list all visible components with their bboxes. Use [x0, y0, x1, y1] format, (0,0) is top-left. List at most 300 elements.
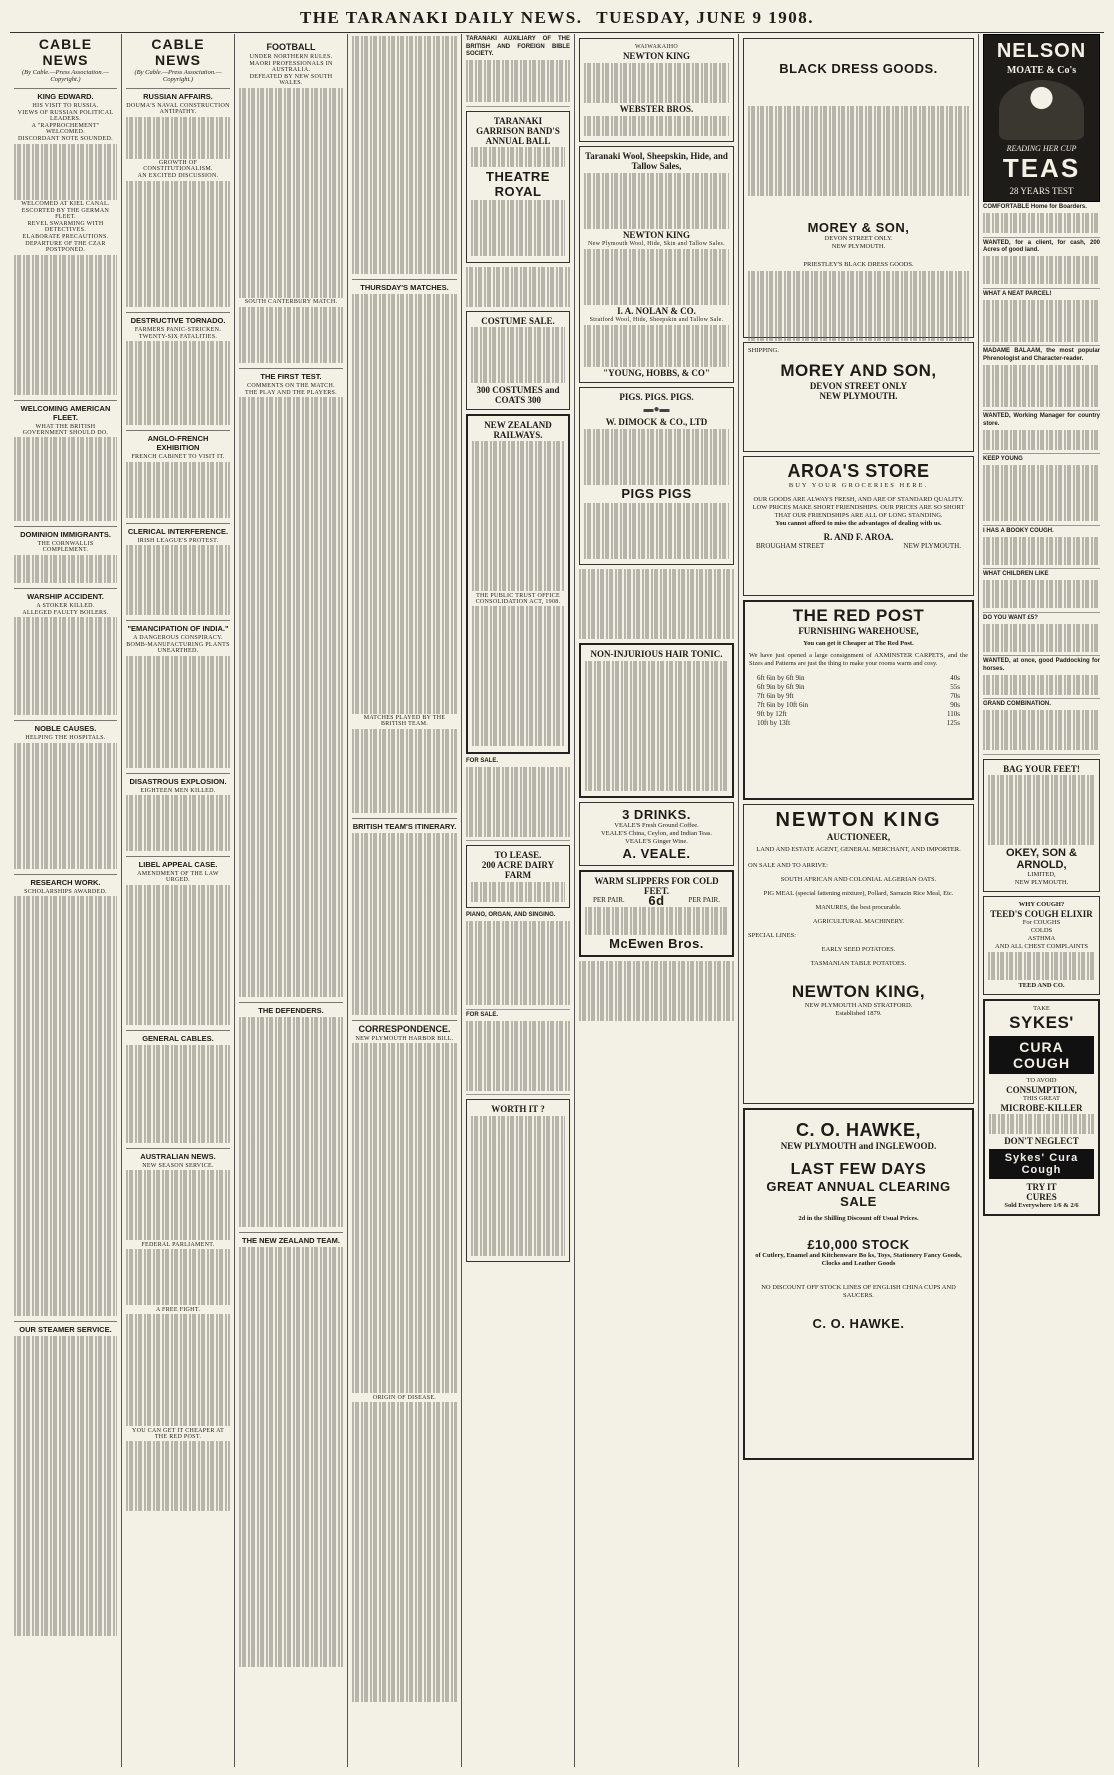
article-subheading: DEPARTURE OF THE CZAR POSTPONED. — [25, 241, 106, 253]
ad-text: Sold Everywhere 1/6 & 2/6 — [1004, 1201, 1079, 1209]
article-text — [126, 1249, 230, 1305]
railways-ad — [466, 414, 570, 754]
nk-item: TASMANIAN TABLE POTATOES. — [810, 960, 907, 967]
notice-text — [584, 429, 729, 485]
article-heading: RUSSIAN AFFAIRS. — [126, 88, 230, 101]
ad-subtitle: LIMITED, — [1027, 870, 1056, 878]
ad-title: MOREY & SON, — [807, 220, 910, 235]
lease-ad — [466, 845, 570, 908]
article-subheading: REVEL SWARMING WITH DETECTIVES. — [27, 221, 104, 233]
ad-title: CONSUMPTION, — [1006, 1084, 1077, 1095]
article-subheading: FARMERS PANIC-STRICKEN. — [134, 326, 222, 333]
ad-title: NEWTON KING — [775, 809, 942, 831]
ad-title: MOREY AND SON, — [780, 361, 937, 380]
sales-ad — [579, 38, 734, 142]
ad-title: AROA'S STORE — [787, 461, 930, 481]
column-football — [235, 34, 348, 1767]
black-dress-ad — [743, 38, 974, 338]
article-text — [126, 1170, 230, 1240]
aroa-store-ad — [743, 456, 974, 596]
notice-title: NEWTON KING — [622, 51, 691, 61]
article-heading: RESEARCH WORK. — [14, 874, 117, 887]
article-heading: LIBEL APPEAL CASE. — [126, 856, 230, 869]
worth-it-ad — [466, 1099, 570, 1262]
article-text — [126, 1314, 230, 1426]
ad-subtitle: PRIESTLEY'S BLACK DRESS GOODS. — [803, 261, 914, 268]
ad-text — [748, 106, 969, 196]
notice-text — [471, 1116, 565, 1256]
teed-item: ASTHMA — [1027, 934, 1056, 942]
article-subheading: AN EXCITED DISCUSSION. — [137, 173, 219, 179]
ad-text — [748, 271, 969, 341]
article-text — [126, 656, 230, 768]
ad-subtitle: SHIPPING. — [748, 347, 779, 354]
shipping-ad — [743, 342, 974, 452]
article-text — [239, 397, 343, 997]
carpet-price: 90s — [950, 701, 960, 709]
carpet-size: 9ft by 12ft — [757, 710, 787, 718]
ad-text — [989, 1114, 1094, 1134]
ad-title: NELSON — [996, 40, 1087, 62]
classified-title: WHAT CHILDREN LIKE — [983, 571, 1049, 577]
article-text — [126, 1441, 230, 1511]
ad-subtitle: TAKE — [1033, 1004, 1050, 1012]
ad-signature: TEED AND CO. — [1018, 981, 1065, 989]
ad-title: LAST FEW DAYS — [790, 1161, 927, 1178]
nk-item: SOUTH AFRICAN AND COLONIAL ALGERIAN OATS. — [780, 876, 937, 883]
article-heading: CORRESPONDENCE. — [352, 1020, 457, 1034]
article-subheading: YOU CAN GET IT CHEAPER AT THE RED POST. — [131, 1427, 225, 1440]
notice-title: WAIWAKAIHO — [635, 44, 678, 50]
classified-text — [983, 213, 1100, 233]
classified-ad — [983, 615, 1100, 657]
classified-title: MADAME BALAAM, the most popular Phrenologist and Character-reader. — [983, 348, 1100, 362]
article-subheading: MAORI PROFESSIONALS IN AUSTRALIA. — [249, 61, 333, 73]
article-subheading: A "RAPPROCHEMENT" WELCOMED. — [31, 123, 100, 135]
notice-text — [579, 961, 734, 1021]
masthead — [10, 6, 1104, 30]
notice-title: COSTUME SALE. — [481, 315, 555, 326]
ad-signature: OKEY, SON & ARNOLD, — [1006, 846, 1077, 871]
column-sales-ads — [575, 34, 739, 1767]
classified-ad — [983, 571, 1100, 613]
article-heading: AUSTRALIAN NEWS. — [126, 1148, 230, 1161]
article-text — [14, 743, 117, 869]
notice-text — [466, 267, 570, 307]
notice-title: WARM SLIPPERS FOR COLD FEET. — [594, 876, 719, 896]
article-subheading: SCHOLARSHIPS AWARDED. — [24, 888, 107, 895]
classified-text — [983, 580, 1100, 608]
article-heading: NOBLE CAUSES. — [14, 720, 117, 733]
carpet-price-row — [749, 692, 968, 701]
notice-text — [471, 200, 565, 256]
ad-subtitle: FURNISHING WAREHOUSE, — [798, 626, 919, 636]
article-subheading: UNDER NORTHERN RULES. — [249, 54, 333, 60]
ad-title: TEED'S COUGH ELIXIR — [990, 908, 1093, 919]
article-subheading: HELPING THE HOSPITALS. — [25, 735, 106, 741]
lease-price: 200 ACRE DAIRY FARM — [481, 860, 555, 880]
carpet-size: 7ft 6in by 9ft — [757, 692, 794, 700]
carpet-price-row — [749, 710, 968, 719]
ad-town: NEW PLYMOUTH. — [1014, 878, 1069, 886]
notice-text — [471, 147, 565, 167]
notice-title: FOR SALE. — [466, 1011, 499, 1018]
article-text — [352, 1043, 457, 1393]
article-text — [126, 795, 230, 851]
classified-ad — [983, 456, 1100, 526]
notice-text — [584, 325, 729, 367]
notice-title: TARANAKI GARRISON BAND'S ANNUAL BALL — [476, 115, 560, 146]
notice-title: I. A. NOLAN & CO. — [617, 306, 696, 316]
classified-text — [983, 624, 1100, 652]
article-text — [14, 255, 117, 395]
ad-text — [988, 952, 1095, 980]
notice-text — [471, 327, 565, 383]
article-subheading: ORIGIN OF DISEASE. — [372, 1394, 437, 1401]
article-text — [126, 885, 230, 1025]
carpet-price: 55s — [950, 683, 960, 691]
column-cable-news-2 — [122, 34, 235, 1767]
article-subheading: ESCORTED BY THE GERMAN FLEET. — [21, 208, 110, 220]
ad-caption: 28 YEARS TEST — [1009, 186, 1074, 196]
ad-subtitle: DEVON STREET ONLY. — [824, 235, 893, 242]
ad-title: TRY IT — [1026, 1181, 1057, 1192]
notice — [466, 912, 570, 1010]
notice-title: PIANO, ORGAN, AND SINGING. — [466, 912, 556, 918]
classified-ad — [983, 348, 1100, 411]
ad-subtitle: THIS GREAT — [1022, 1094, 1060, 1102]
nelson-moate-tea-ad — [983, 34, 1100, 202]
notice — [466, 36, 570, 107]
theatre-title: THEATRE ROYAL — [486, 168, 550, 199]
woman-with-cup-illustration — [999, 80, 1085, 140]
notice-title: A. VEALE. — [622, 846, 691, 861]
ad-town: NEW PLYMOUTH. — [831, 243, 886, 250]
ad-title: GREAT ANNUAL CLEARING SALE — [766, 1179, 951, 1209]
classified-title: DO YOU WANT £5? — [983, 614, 1038, 621]
article-heading: ANGLO-FRENCH EXHIBITION — [126, 430, 230, 452]
costume-price: 300 COSTUMES and COATS 300 — [476, 384, 560, 405]
article-text — [14, 437, 117, 521]
article-heading: FOOTBALL — [266, 42, 316, 52]
classified-ad — [983, 291, 1100, 347]
article-subheading: FRENCH CABINET TO VISIT IT. — [131, 454, 225, 460]
article-subheading: MATCHES PLAYED BY THE BRITISH TEAM. — [363, 715, 446, 727]
classified-title: WANTED, at once, good Paddocking for horses. — [983, 658, 1100, 672]
ad-subtitle: TO AVOID — [1026, 1076, 1057, 1084]
masthead-rule — [10, 32, 1104, 33]
article-subheading: A DANGEROUS CONSPIRACY. — [133, 635, 223, 641]
notice-title: WORTH IT ? — [491, 1104, 545, 1114]
article-text — [14, 1336, 117, 1636]
sykes-cura-cough-ad — [983, 999, 1100, 1216]
article-text — [352, 36, 457, 274]
ad-text: ON SALE AND TO ARRIVE: — [748, 862, 828, 869]
classified-text — [983, 465, 1100, 521]
classified-title: WANTED, for a client, for cash, 200 Acres of good land. — [983, 239, 1100, 253]
ad-subtitle: AUCTIONEER, — [826, 832, 891, 842]
carpet-price-row — [749, 701, 968, 710]
notice-text — [466, 1021, 570, 1091]
ad-subtitle: DEVON STREET ONLY — [809, 381, 908, 391]
notice-text — [585, 907, 728, 935]
section-title: CABLE NEWS — [151, 36, 205, 68]
teed-item: For COUGHS — [1022, 918, 1061, 926]
article-text — [14, 144, 117, 200]
notice-text — [579, 569, 734, 639]
notice-text — [466, 767, 570, 837]
notice-title: Stratford Wool, Hide, Sheepskin and Tallow Sale. — [589, 317, 724, 323]
ad-town: NEW PLYMOUTH. — [903, 542, 961, 550]
drink-item: VEALE'S China, Ceylon, and Indian Teas. — [600, 830, 713, 837]
notice-ad — [466, 111, 570, 263]
notice-text — [584, 63, 729, 103]
notice-title: "YOUNG, HOBBS, & CO" — [603, 368, 710, 378]
ad-title: THE RED POST — [792, 606, 925, 625]
article-heading: GENERAL CABLES. — [126, 1030, 230, 1043]
drink-item: VEALE'S Ginger Wine. — [625, 838, 688, 845]
classified-ad — [983, 240, 1100, 289]
article-text — [126, 545, 230, 615]
notice-title: PIGS. PIGS. PIGS. — [619, 392, 694, 402]
carpet-price: 125s — [946, 719, 960, 727]
article-text — [352, 729, 457, 813]
teed-item: AND ALL CHEST COMPLAINTS — [995, 942, 1088, 950]
classified-text — [983, 365, 1100, 407]
article-subheading: A FREE FIGHT. — [155, 1306, 201, 1313]
ad-title: NEWTON KING, — [791, 982, 926, 1001]
notice-text — [472, 606, 564, 746]
columns — [10, 34, 1104, 1767]
column-notices — [462, 34, 575, 1767]
ad-street: BROUGHAM STREET — [756, 542, 825, 550]
article-text — [126, 341, 230, 425]
ad-text — [988, 775, 1095, 845]
classified-text — [983, 710, 1100, 750]
classified-text — [983, 675, 1100, 695]
article-subheading: DISCORDANT NOTE SOUNDED. — [18, 136, 113, 142]
article-subheading: IRISH LEAGUE'S PROTEST. — [137, 537, 219, 544]
nk-item: AGRICULTURAL MACHINERY. — [812, 918, 905, 925]
notice-text — [584, 249, 729, 305]
article-text — [239, 307, 343, 363]
notice-title: NON-INJURIOUS HAIR TONIC. — [590, 649, 723, 659]
notice-title: WEBSTER BROS. — [619, 104, 694, 114]
notice-title: W. DIMOCK & CO., LTD — [605, 417, 708, 427]
article-subheading: EIGHTEEN MEN KILLED. — [140, 787, 216, 794]
ad-address — [748, 542, 969, 551]
costume-sale-ad — [466, 311, 570, 410]
ad-town: NEW PLYMOUTH. — [819, 391, 898, 401]
newton-king-ad — [743, 804, 974, 1104]
article-subheading: COMMENTS ON THE MATCH. — [247, 382, 335, 389]
nk-item: EARLY SEED POTATOES. — [821, 946, 896, 953]
article-text — [14, 555, 117, 583]
column-cable-news-1 — [10, 34, 122, 1767]
article-subheading: NEW SEASON SERVICE. — [142, 1162, 214, 1169]
carpet-size: 6ft 9in by 6ft 9in — [757, 683, 805, 691]
notice-title: NEW ZEALAND RAILWAYS. — [484, 419, 552, 440]
article-subheading: HIS VISIT TO RUSSIA. — [32, 103, 99, 109]
ad-text: LAND AND ESTATE AGENT, GENERAL MERCHANT, AND IMPORTER. — [756, 846, 961, 853]
ad-title: R. AND F. AROA. — [823, 532, 894, 542]
classified-ad — [983, 204, 1100, 238]
classified-text — [983, 537, 1100, 565]
ad-text: Established 1879. — [835, 1010, 882, 1017]
article-text — [14, 896, 117, 1316]
drink-item: VEALE'S Fresh Ground Coffee. — [614, 822, 699, 829]
ad-text: NO DISCOUNT OFF STOCK LINES OF ENGLISH CHINA CUPS AND SAUCERS. — [761, 1284, 956, 1299]
article-heading: "EMANCIPATION OF INDIA." — [126, 620, 230, 633]
slippers-ad — [579, 870, 734, 957]
teed-item: COLDS — [1030, 926, 1053, 934]
ad-subtitle: MOATE & Co's — [1006, 65, 1077, 76]
article-heading: THE FIRST TEST. — [239, 368, 343, 381]
notice-title: NEWTON KING — [622, 230, 691, 240]
article-heading: THE NEW ZEALAND TEAM. — [239, 1232, 343, 1245]
pigs-ad — [579, 387, 734, 565]
ad-text: of Cutlery, Enamel and Kitchenware Bo ks, Toys, Stationery Fancy Goods, Clocks and Leather Goods — [755, 1252, 962, 1267]
article-text — [239, 88, 343, 298]
article-heading: WELCOMING AMERICAN FLEET. — [14, 400, 117, 422]
teeds-cough-ad — [983, 896, 1100, 995]
nk-item: SPECIAL LINES: — [748, 932, 796, 939]
classified-ad — [983, 413, 1100, 454]
article-subheading: VIEWS OF RUSSIAN POLITICAL LEADERS. — [17, 110, 114, 122]
notice-title: PIGS PIGS — [621, 486, 692, 501]
ad-title: BAG YOUR FEET! — [1003, 763, 1080, 774]
carpet-size: 7ft 6in by 10ft 6in — [757, 701, 808, 709]
article-subheading: DOUMA'S NAVAL CONSTRUCTION ANTIPATHY. — [126, 103, 230, 115]
carpet-size: 6ft 6in by 6ft 9in — [757, 674, 805, 682]
article-text — [352, 294, 457, 714]
ad-town: NEW PLYMOUTH AND STRATFORD. — [804, 1002, 913, 1009]
article-subheading: ALLEGED FAULTY BOILERS. — [22, 609, 109, 616]
ad-title: SYKES' — [1009, 1012, 1074, 1032]
notice-title: THE PUBLIC TRUST OFFICE CONSOLIDATION ACT, 1908. — [475, 592, 561, 605]
notice-text — [585, 661, 728, 791]
notice-text — [584, 116, 729, 136]
notice-title: New Plymouth Wool, Hide, Skin and Tallow Sales. — [588, 241, 725, 247]
article-heading: OUR STEAMER SERVICE. — [14, 1321, 117, 1334]
notice-text — [466, 921, 570, 1005]
classified-ad — [983, 701, 1100, 755]
ad-subtitle: WHY COUGH? — [1018, 900, 1065, 908]
notice-text — [584, 173, 729, 229]
article-subheading: ELABORATE PRECAUTIONS. — [22, 234, 109, 240]
notice-text — [472, 441, 564, 591]
article-subheading: TWENTY-SIX FATALITIES. — [138, 333, 218, 340]
article-text — [239, 1247, 343, 1667]
notice-title: Taranaki Wool, Sheepskin, Hide, and Tallow Sales, — [585, 151, 728, 171]
article-subheading: SOUTH CANTERBURY MATCH. — [244, 299, 338, 305]
article-heading: CLERICAL INTERFERENCE. — [126, 523, 230, 536]
article-subheading: THE PLAY AND THE PLAYERS. — [245, 389, 337, 396]
article-subheading: WELCOMED AT KIEL CANAL. — [21, 201, 110, 207]
article-subheading: A STOKER KILLED. — [36, 602, 95, 609]
slipper-price-row — [585, 893, 728, 908]
nk-item: MANURES, the best procurable. — [815, 904, 902, 911]
article-heading: BRITISH TEAM'S ITINERARY. — [352, 818, 457, 831]
bag-your-feet-ad — [983, 759, 1100, 892]
ad-signature: C. O. HAWKE. — [812, 1316, 905, 1331]
article-text — [239, 1017, 343, 1227]
byline: (By Cable.—Press Association.—Copyright.) — [21, 69, 110, 83]
column-sport-correspondence — [348, 34, 462, 1767]
notice-text — [471, 882, 565, 902]
article-text — [352, 833, 457, 1015]
ad-town: NEW PLYMOUTH and INGLEWOOD. — [780, 1141, 937, 1151]
price-label: PER PAIR. — [688, 896, 720, 904]
carpet-size: 10ft by 13ft — [757, 719, 791, 727]
notice-title: TO LEASE. — [494, 850, 542, 860]
notice-title: McEwen Bros. — [609, 936, 704, 951]
carpet-price: 70s — [950, 692, 960, 700]
paper-title: THE TARANAKI DAILY NEWS. — [299, 8, 583, 27]
article-subheading: AMENDMENT OF THE LAW URGED. — [137, 871, 219, 883]
carpet-price-list — [749, 674, 968, 728]
article-text — [126, 462, 230, 518]
classified-text — [983, 300, 1100, 342]
ad-title: MICROBE-KILLER — [1000, 1102, 1083, 1113]
classified-ad — [983, 658, 1100, 699]
article-heading: THE DEFENDERS. — [239, 1002, 343, 1015]
ad-text: 2d in the Shilling Discount off Usual Prices. — [798, 1215, 919, 1222]
ad-text: LOW PRICES MAKE SHORT FRIENDSHIPS. OUR PRICES ARE SO SHORT THAT OUR FRIENDSHIPS ARE ALL OF LONG STANDING. — [752, 504, 965, 519]
slipper-price: 6d — [648, 893, 665, 908]
ad-caption: READING HER CUP — [1006, 144, 1077, 153]
article-text — [126, 117, 230, 159]
notice-text — [584, 503, 729, 559]
ad-banner: Sykes' Cura Cough — [989, 1149, 1094, 1179]
article-text — [14, 617, 117, 715]
notice — [466, 1012, 570, 1096]
nk-item: PIG MEAL (special fattening mixture), Pollard, Sarrazin Rice Meal, Etc. — [763, 890, 954, 897]
classified-title: GRAND COMBINATION. — [983, 701, 1051, 707]
article-text — [352, 1402, 457, 1702]
article-subheading: FEDERAL PARLIAMENT. — [141, 1241, 215, 1248]
carpet-price: 110s — [947, 710, 960, 718]
article-subheading: DEFEATED BY NEW SOUTH WALES. — [249, 74, 333, 86]
ad-text: OUR GOODS ARE ALWAYS FRESH, AND ARE OF STANDARD QUALITY. — [753, 496, 964, 503]
article-heading: DISASTROUS EXPLOSION. — [126, 773, 230, 786]
classified-title: KEEP YOUNG — [983, 456, 1023, 462]
pig-icon: ▬●▬ — [643, 404, 670, 415]
article-heading: DOMINION IMMIGRANTS. — [14, 526, 117, 539]
sales-ad — [579, 146, 734, 383]
article-subheading: GROWTH OF CONSTITUTIONALISM. — [143, 160, 213, 172]
classified-title: WHAT A NEAT PARCEL! — [983, 290, 1052, 297]
ad-title: TEAS — [1002, 153, 1081, 183]
article-subheading: THE CORNWALLIS COMPLEMENT. — [37, 541, 94, 553]
notice — [466, 758, 570, 842]
classified-text — [983, 430, 1100, 450]
article-subheading: BOMB-MANUFACTURING PLANTS UNEARTHED. — [126, 642, 230, 654]
article-heading: DESTRUCTIVE TORNADO. — [126, 312, 230, 325]
ad-title: CURES — [1026, 1191, 1057, 1202]
notice-text — [466, 60, 570, 102]
notice-title: FOR SALE. — [466, 757, 499, 764]
classified-text — [983, 256, 1100, 284]
ad-title: DON'T NEGLECT — [1004, 1135, 1079, 1146]
notice-title: TARANAKI AUXILIARY OF THE BRITISH AND FOREIGN BIBLE SOCIETY. — [466, 36, 570, 57]
section-title: CABLE NEWS — [38, 36, 93, 68]
carpet-price: 40s — [950, 674, 960, 682]
paper-date: TUESDAY, JUNE 9 1908. — [596, 8, 815, 27]
classified-title: WANTED, Working Manager for country store. — [983, 413, 1100, 427]
notice-title: 3 DRINKS. — [622, 807, 691, 822]
red-post-ad — [743, 600, 974, 800]
